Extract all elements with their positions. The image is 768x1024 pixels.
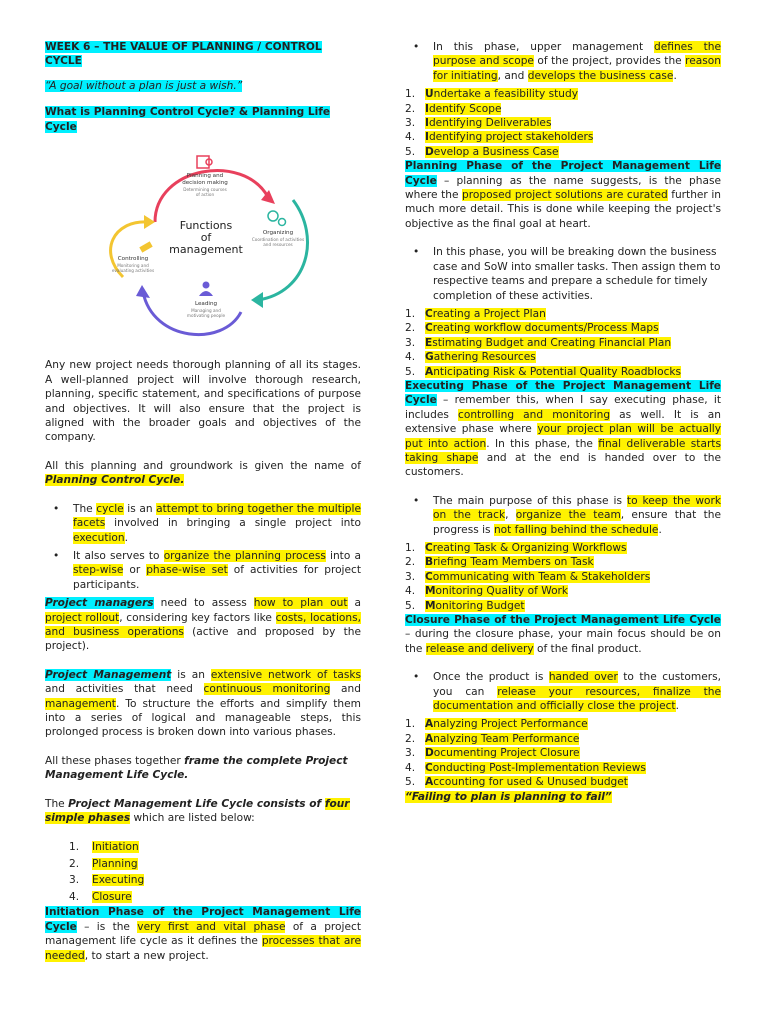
closing-quote: “Failing to plan is planning to fail” <box>405 790 612 803</box>
page-title: WEEK 6 – THE VALUE OF PLANNING / CONTROL CYCLE <box>45 41 322 68</box>
planning-steps <box>405 307 721 379</box>
list-item: 4. Conducting Post-Implementation Reviews <box>405 761 646 774</box>
list-item: • In this phase, you will be breaking down the business case and SoW into smaller tasks. Then assign them to respective teams and prepare a schedule for timely completion of these activities. <box>405 245 721 303</box>
functions-of-management-diagram <box>93 142 319 342</box>
controlling-desc-1: Monitoring and <box>117 263 149 269</box>
list-item: • The cycle is an attempt to bring together the multiple facets involved in bringing a single project into execution. <box>45 502 361 545</box>
wrench-icon <box>139 241 152 252</box>
list-item: 5. Anticipating Risk & Potential Quality Roadblocks <box>405 365 682 378</box>
organizing-arc <box>258 200 308 300</box>
planning-phase-paragraph: Planning Phase of the Project Management Life Cycle – planning as the name suggests, is the phase where the proposed project solutions are curated further in much more detail. This is done while keeping the project's objective as the final goal at heart. <box>405 160 721 230</box>
leading-arrow <box>136 285 150 298</box>
opening-quote: “A goal without a plan is just a wish.” <box>45 79 243 92</box>
list-item: 1. Creating Task & Organizing Workflows <box>405 542 627 554</box>
list-item: 4. Gathering Resources <box>405 351 536 364</box>
closure-steps <box>405 717 721 789</box>
center-line-1: Functions <box>179 219 233 233</box>
controlling-desc-2: evaluating activities <box>111 268 155 274</box>
executing-phase-paragraph: Executing Phase of the Project Management Life Cycle – remember this, when I say executing phase, it includes controlling and monitoring as well. It is an extensive phase where your project plan will be actually put into action. In this phase, the final deliverable starts taking shape and at the end is handed over to the customers. <box>405 379 721 479</box>
list-item: 3. Identifying Deliverables <box>405 117 552 130</box>
planning-control-term: Planning Control Cycle. <box>45 474 185 487</box>
person-icon <box>199 282 213 297</box>
organizing-desc-1: Coordination of activities <box>251 237 305 243</box>
organizing-arrow <box>251 292 263 308</box>
leading-desc-1: Managing and <box>191 308 221 314</box>
section-heading: What is Planning Control Cycle? & Planning Life Cycle <box>45 106 331 133</box>
list-item: 1. Analyzing Project Performance <box>405 718 588 731</box>
list-item: 2. Analyzing Team Performance <box>405 732 580 745</box>
list-item: 5. Develop a Business Case <box>405 145 559 158</box>
gears-icon <box>268 211 286 226</box>
initiation-bullets <box>405 40 721 83</box>
cycle-bullets <box>45 502 361 592</box>
list-item: 4. Identifying project stakeholders <box>405 131 594 144</box>
right-column <box>405 40 721 804</box>
controlling-arrow <box>144 215 155 229</box>
planning-desc-1: Determining courses <box>183 187 227 193</box>
center-line-2: of <box>200 231 212 245</box>
list-item: 5. Monitoring Budget <box>405 599 525 612</box>
list-item: • It also serves to organize the planning process into a step-wise or phase-wise set of activities for project participants. <box>45 549 361 592</box>
list-item: 2. Identify Scope <box>405 102 502 115</box>
list-item: 3. Communicating with Team & Stakeholders <box>405 570 651 583</box>
lifecycle-paragraph: The Project Management Life Cycle consists of four simple phases which are listed below: <box>45 797 350 824</box>
left-column <box>45 40 361 963</box>
list-item: 3. Executing <box>69 874 145 887</box>
list-item: • Once the product is handed over to the customers, you can release your resources, finalize the documentation and officially close the project. <box>405 670 721 713</box>
planning-bullets <box>405 245 721 303</box>
list-item: 1. Undertake a feasibility study <box>405 88 578 101</box>
controlling-title: Controlling <box>117 256 149 263</box>
initiation-steps <box>405 87 721 159</box>
project-managers-paragraph: Project managers need to assess how to plan out a project rollout, considering key factors like costs, locations, and business operations (active and proposed by the project). <box>45 597 362 653</box>
organizing-desc-2: and resources <box>263 242 293 248</box>
list-item: 3. Estimating Budget and Creating Financial Plan <box>405 336 672 349</box>
planning-title-1: Planning and <box>186 173 224 180</box>
organizing-title: Organizing <box>262 230 294 237</box>
phases-paragraph: All these phases together frame the complete Project Management Life Cycle. <box>45 754 348 782</box>
closure-phase-paragraph: Closure Phase of the Project Management Life Cycle – during the closure phase, your main focus should be on the release and delivery of the final product. <box>405 614 721 655</box>
list-item: 5. Accounting for used & Unused budget <box>405 776 628 789</box>
planning-desc-2: of action <box>195 192 215 198</box>
list-item: 2. Creating workflow documents/Process Maps <box>405 322 659 335</box>
list-item: • In this phase, upper management defines the purpose and scope of the project, provides the reason for initiating, and develops the business case. <box>405 40 721 83</box>
list-item: 2. Planning <box>69 857 138 870</box>
closing-quote-line <box>405 790 721 804</box>
executing-bullets <box>405 494 721 537</box>
list-item: 4. Closure <box>69 890 132 903</box>
list-item: • The main purpose of this phase is to keep the work on the track, organize the team, ensure that the progress is not falling behind the schedule. <box>405 494 721 537</box>
intro-paragraph: Any new project needs thorough planning of all its stages. A well-planned project will involve thorough research, planning, specific statement, and specifications of purpose and objectives. It will also ensure that the project is aligned with the broader goals and objectives of the company. <box>45 359 361 444</box>
list-item: 1. Initiation <box>69 841 139 854</box>
list-item: 3. Documenting Project Closure <box>405 747 580 760</box>
leading-title: Leading <box>194 301 218 308</box>
initiation-paragraph: Initiation Phase of the Project Management Life Cycle – is the very first and vital phase of a project management life cycle as it defines the processes that are needed, to start a new project. <box>45 906 361 962</box>
planning-control-paragraph: All this planning and groundwork is given the name of Planning Control Cycle. <box>45 459 361 487</box>
list-item: 2. Briefing Team Members on Task <box>405 556 594 569</box>
list-item: 4. Monitoring Quality of Work <box>405 585 569 598</box>
phases-list <box>45 839 361 905</box>
center-line-3: management <box>169 243 243 257</box>
leading-desc-2: motivating people <box>186 313 226 319</box>
closure-bullets <box>405 670 721 713</box>
list-item: 1. Creating a Project Plan <box>405 307 546 320</box>
puzzle-icon <box>197 156 212 168</box>
executing-steps <box>405 541 721 613</box>
project-management-paragraph: Project Management is an extensive network of tasks and activities that need continuous monitoring and management. To structure the efforts and simplify them into a series of logical and manageable steps, this prolonged process is broken down into various phases. <box>45 668 361 739</box>
planning-title-2: decision making <box>182 180 228 187</box>
